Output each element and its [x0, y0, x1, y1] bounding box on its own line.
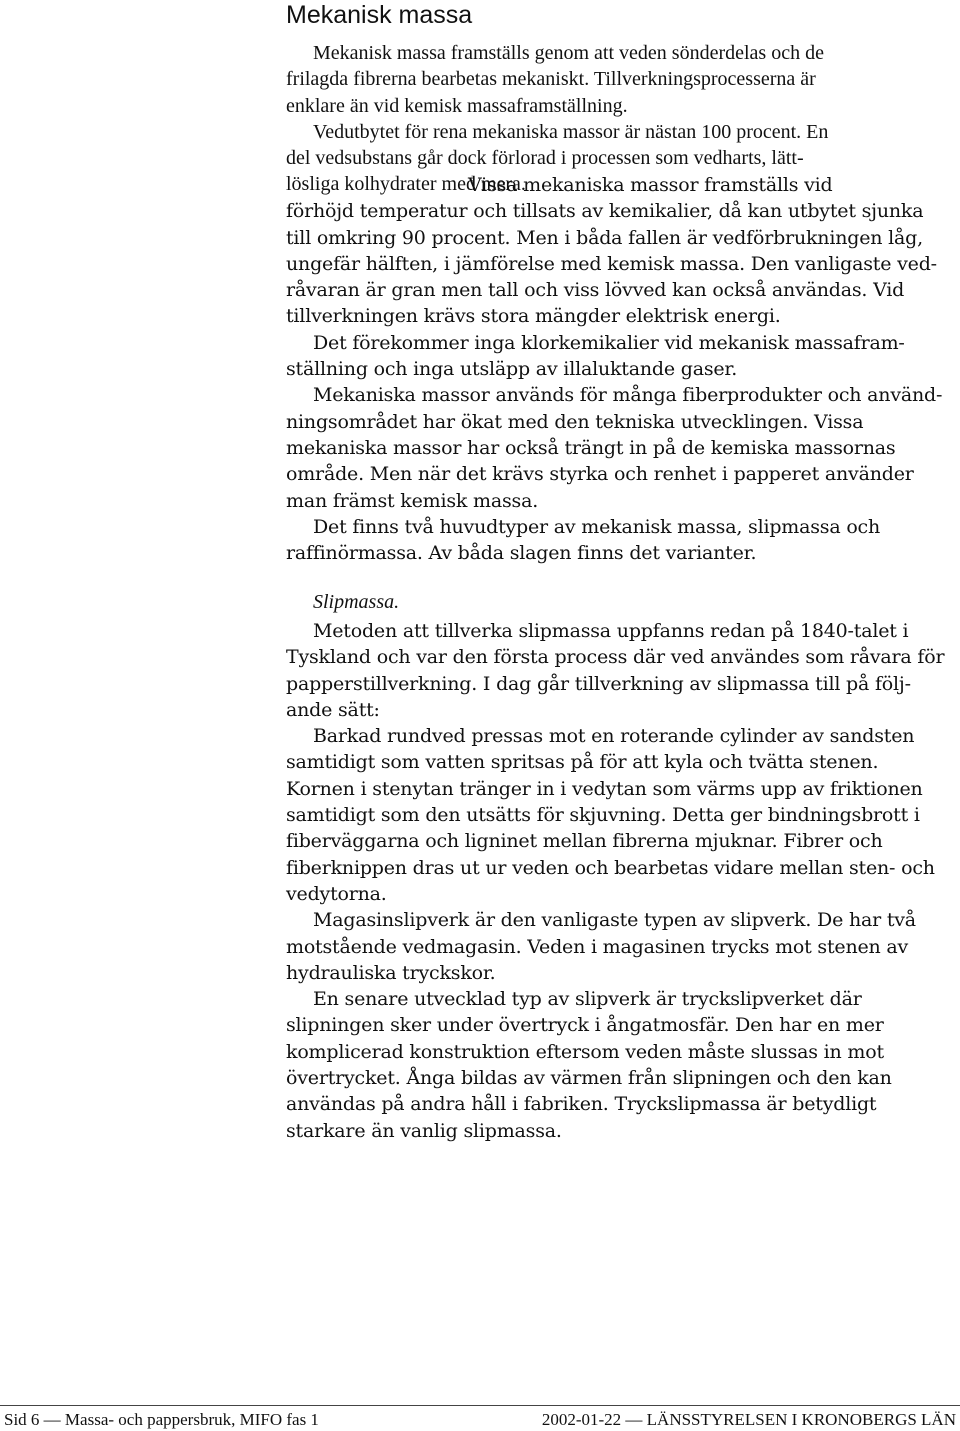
text-line: fiberväggarna och ligninet mellan fibrerna mjuknar. Fibrer och: [286, 830, 883, 853]
subheading: Slipmassa.: [313, 591, 400, 613]
slipmassa-text-block: [286, 618, 946, 1144]
text-line: Tyskland och var den första process där ved användes som råvara för: [286, 646, 945, 669]
text-line: övertrycket. Ånga bildas av värmen från slipningen och den kan: [286, 1067, 892, 1090]
body-text-block: [286, 172, 946, 566]
text-line: frilagda fibrerna bearbetas mekaniskt. Tillverkningsprocesserna är: [286, 68, 816, 91]
text-line: fiberknippen dras ut ur veden och bearbetas vidare mellan sten- och: [286, 856, 935, 879]
text-line: råvaran är gran men tall och viss lövved kan också användas. Vid: [286, 279, 905, 302]
text-line: Metoden att tillverka slipmassa uppfanns redan på 1840-talet i: [313, 620, 909, 642]
text-line: Magasinslipverk är den vanligaste typen av slipverk. De har två: [313, 909, 916, 932]
text-line: Vedutbytet för rena mekaniska massor är nästan 100 procent. En: [313, 120, 829, 143]
text-line: hydrauliska tryckskor.: [286, 961, 496, 984]
text-line: Det finns två huvudtyper av mekanisk massa, slipmassa och: [313, 515, 881, 538]
text-line: Mekanisk massa framställs genom att veden sönderdelas och de: [313, 42, 824, 64]
text-line: användas på andra håll i fabriken. Tryckslipmassa är betydligt: [286, 1093, 877, 1116]
text-line: slipningen sker under övertryck i ångatmosfär. Den har en mer: [286, 1014, 884, 1037]
footer-right: 2002-01-22 — LÄNSSTYRELSEN I KRONOBERGS LÄN: [541, 1410, 956, 1429]
text-line: Det förekommer inga klorkemikalier vid mekanisk massafram-: [313, 331, 905, 354]
footer-left: Sid 6 — Massa- och pappersbruk, MIFO fas 1: [4, 1410, 319, 1429]
text-line: Barkad rundved pressas mot en roterande cylinder av sandsten: [313, 725, 915, 748]
text-line: Kornen i stenytan tränger in i vedytan som värms upp av friktionen: [286, 777, 923, 800]
text-line: del vedsubstans går dock förlorad i processen som vedharts, lätt-: [286, 147, 804, 170]
text-line: man främst kemisk massa.: [286, 489, 539, 512]
text-line: tillverkningen krävs stora mängder elektrisk energi.: [286, 305, 781, 328]
text-line: Mekaniska massor används för många fiberprodukter och använd-: [313, 384, 943, 407]
text-line: ande sätt:: [286, 698, 380, 721]
text-line: ställning och inga utsläpp av illaluktande gaser.: [286, 358, 738, 381]
text-line: motstående vedmagasin. Veden i magasinen trycks mot stenen av: [286, 935, 909, 958]
text-line: papperstillverkning. I dag går tillverkning av slipmassa till på följ-: [286, 672, 911, 695]
text-line: mekaniska massor har också trängt in på de kemiska massornas: [286, 436, 896, 459]
text-line: område. Men när det krävs styrka och renhet i papperet använder: [286, 463, 914, 486]
text-line: samtidigt som den utsätts för skjuvning. Detta ger bindningsbrott i: [286, 804, 920, 827]
footer-divider: [0, 1405, 960, 1406]
text-line: enklare än vid kemisk massaframställning.: [286, 94, 628, 117]
text-line: vedytorna.: [286, 882, 387, 905]
page-title: Mekanisk massa: [286, 1, 473, 29]
text-line: En senare utvecklad typ av slipverk är tryckslipverket där: [313, 988, 862, 1011]
text-line: lösliga kolhydrater med mera.: [286, 173, 526, 196]
text-line: samtidigt som vatten spritsas på för att kyla och tvätta stenen.: [286, 751, 879, 774]
text-line: raffinörmassa. Av båda slagen finns det varianter.: [286, 542, 757, 565]
text-line: förhöjd temperatur och tillsats av kemikalier, då kan utbytet sjunka: [286, 200, 924, 223]
text-line: ningsområdet har ökat med den tekniska utvecklingen. Vissa: [286, 410, 864, 433]
text-line: till omkring 90 procent. Men i båda fallen är vedförbrukningen låg,: [286, 226, 923, 249]
text-line: komplicerad konstruktion eftersom veden måste slussas in mot: [286, 1040, 884, 1063]
text-line: Vissa mekaniska massor framställs vid: [468, 174, 833, 196]
text-line: starkare än vanlig slipmassa.: [286, 1119, 562, 1142]
text-line: ungefär hälften, i jämförelse med kemisk massa. Den vanligaste ved-: [286, 252, 937, 275]
